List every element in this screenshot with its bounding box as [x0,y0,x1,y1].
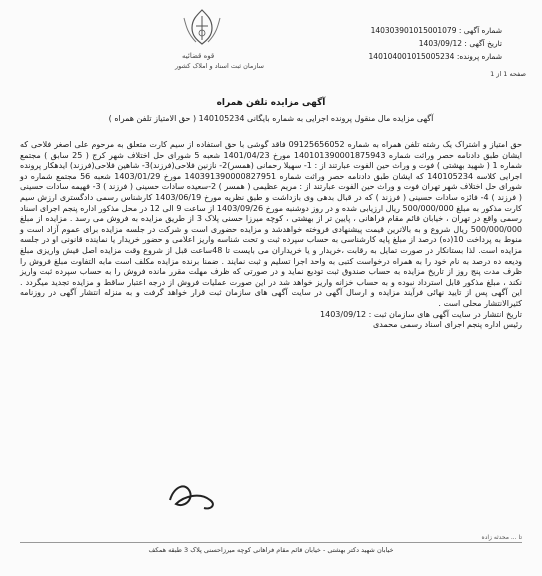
footer-address: خیابان شهید دکتر بهشتی - خیابان قائم مقام فراهانی کوچه میرزاحسنی پلاک 3 طبقه همکف [148,546,394,554]
notice-date: 1403/09/12 [418,39,463,48]
notice-number: 140303901015001079 [370,26,457,35]
notice-subtitle: آگهی مزایده مال منقول پرونده اجرایی به شماره بایگانی 140105234 ( حق الامتیاز تلفن همراه ) [108,114,434,123]
notice-number-row: شماره آگهی : 140303901015001079 [370,26,502,35]
signature-icon [160,470,230,520]
org-name: قوه قضائیه [182,52,215,60]
notice-title: آگهی مزایده تلفن همراه [216,98,326,108]
file-number: 140104001015005234 [368,52,455,61]
body-paragraph: حق امتیاز و اشتراک یک رشته تلفن همراه به شماره 09125656052 فاقد گوشی با حق استفاده از سیم کارت متعلق به مرحوم علی اصغر فلاحی که ایشان طبق دادنامه حصر وراثت شماره 140101390001875943 مورخ 1401/04/23 شعبه 5 شورای حل اختلاف شهر کرج ( 25 سابق ) مجتمع شماره 1 ( شهید بهشتی ) فوت و وراث حین الفوت عبارتند از : 1- سهیلا رحمانی (همسر)2- نازنین فلاحی(فرزند)3- شاهین فلاحی(فرزند) ایدهکار پرونده اجرایی کلاسه 140105234 که ایشان طبق دادنامه حصر وراثت شماره 140391390000827951 مورخ 1403/01/29 شعبه 56 مجتمع شماره دو شورای حل اختلاف شهر تهران فوت و وراث حین الفوت عبارتند از : مریم عظیمی ( همسر ) 2-سعیده سادات حسینی ( فرزند ) 3- فهیمه سادات حسینی ( فرزند ) 4- فائزه سادات حسینی ( فرزند ) که در قبال بدهی وی بازداشت و طبق نظریه مورخ 1403/06/19 کارشناس رسمی دادگستری ارزش سیم کارت مذکور به مبلغ 500/000/000 ریال ارزیابی شده و در روز دوشنبه مورخ 1403/09/26 از ساعت 9 الی 12 در محل مذکور اداره پنجم اجرای اسناد رسمی واقع در تهران ، خیابان قائم مقام فراهانی ، پایین تر از بهشتی ، کوچه میرزا حسنی پلاک 3 از طریق مزایده به فروش می رسد . مزایده از مبلغ 500/000/000 ریال شروع و به بالاترین قیمت پیشنهادی فروخته خواهدشد و مزایده حضوری است و شرکت در جلسه مزایده برای عموم آزاد است و منوط به پرداخت 10(ده) درصد از مبلغ پایه کارشناسی به حساب سپرده ثبت و تحت شناسه واریز اعلامی و حضور خریدار یا نماینده قانونی او در جلسه مزایده است. لذا بستانکار در صورت تمایل به رقابت ،خریدار و یا خریداران می بایست تا 48ساعت قبل از شروع وقت مزایده اصل فیش واریزی مبلغ ودیعه ده درصد به نام خود را به همراه درخواست کتبی به واحد اجرا تسلیم و ثبت نمایند . ضمنا برنده مزایده مکلف است مابه التفاوت مبلغ فروش را ظرف مدت پنج روز از تاریخ مزایده به حساب صندوق ثبت تودیع نماید و در صورتی که ظرف مهلت مقرر مانده فروش را به حساب سپرده ثبت واریز نکند ، مبلغ مذکور قابل استرداد نبوده و به حساب خزانه واریز خواهد شد در این صورت عملیات فروش از درجه اعتبار ساقط و مزایده تجدید میگردد . این آگهی پس از تایید نهائی فرآیند مزایده و ارسال آگهی در سایت آگهی های سازمان ثبت قرار خواهد گرفت و به منزله انتشار آگهی در روزنامه کثیرالانتشار محلی است . [20,140,523,308]
publish-date-line: تاریخ انتشار در سایت آگهی های سازمان ثبت : 1403/09/12 [320,309,522,319]
notice-meta [369,24,502,63]
file-number-row: شماره پرونده: 140104001015005234 [368,52,502,61]
org-subname: سازمان ثبت اسناد و املاک کشور [175,62,264,70]
footer-note: تا ... محدثه زاده [481,534,522,541]
notice-body [20,140,522,331]
page-number: صفحه 1 از 1 [490,70,526,78]
notice-date-row: تاریخ آگهی : 1403/09/12 [418,39,502,48]
footer-divider [20,542,522,543]
signatory-line: رئیس اداره پنجم اجرای اسناد رسمی محمدی [373,320,522,330]
judiciary-emblem-icon [176,6,228,50]
